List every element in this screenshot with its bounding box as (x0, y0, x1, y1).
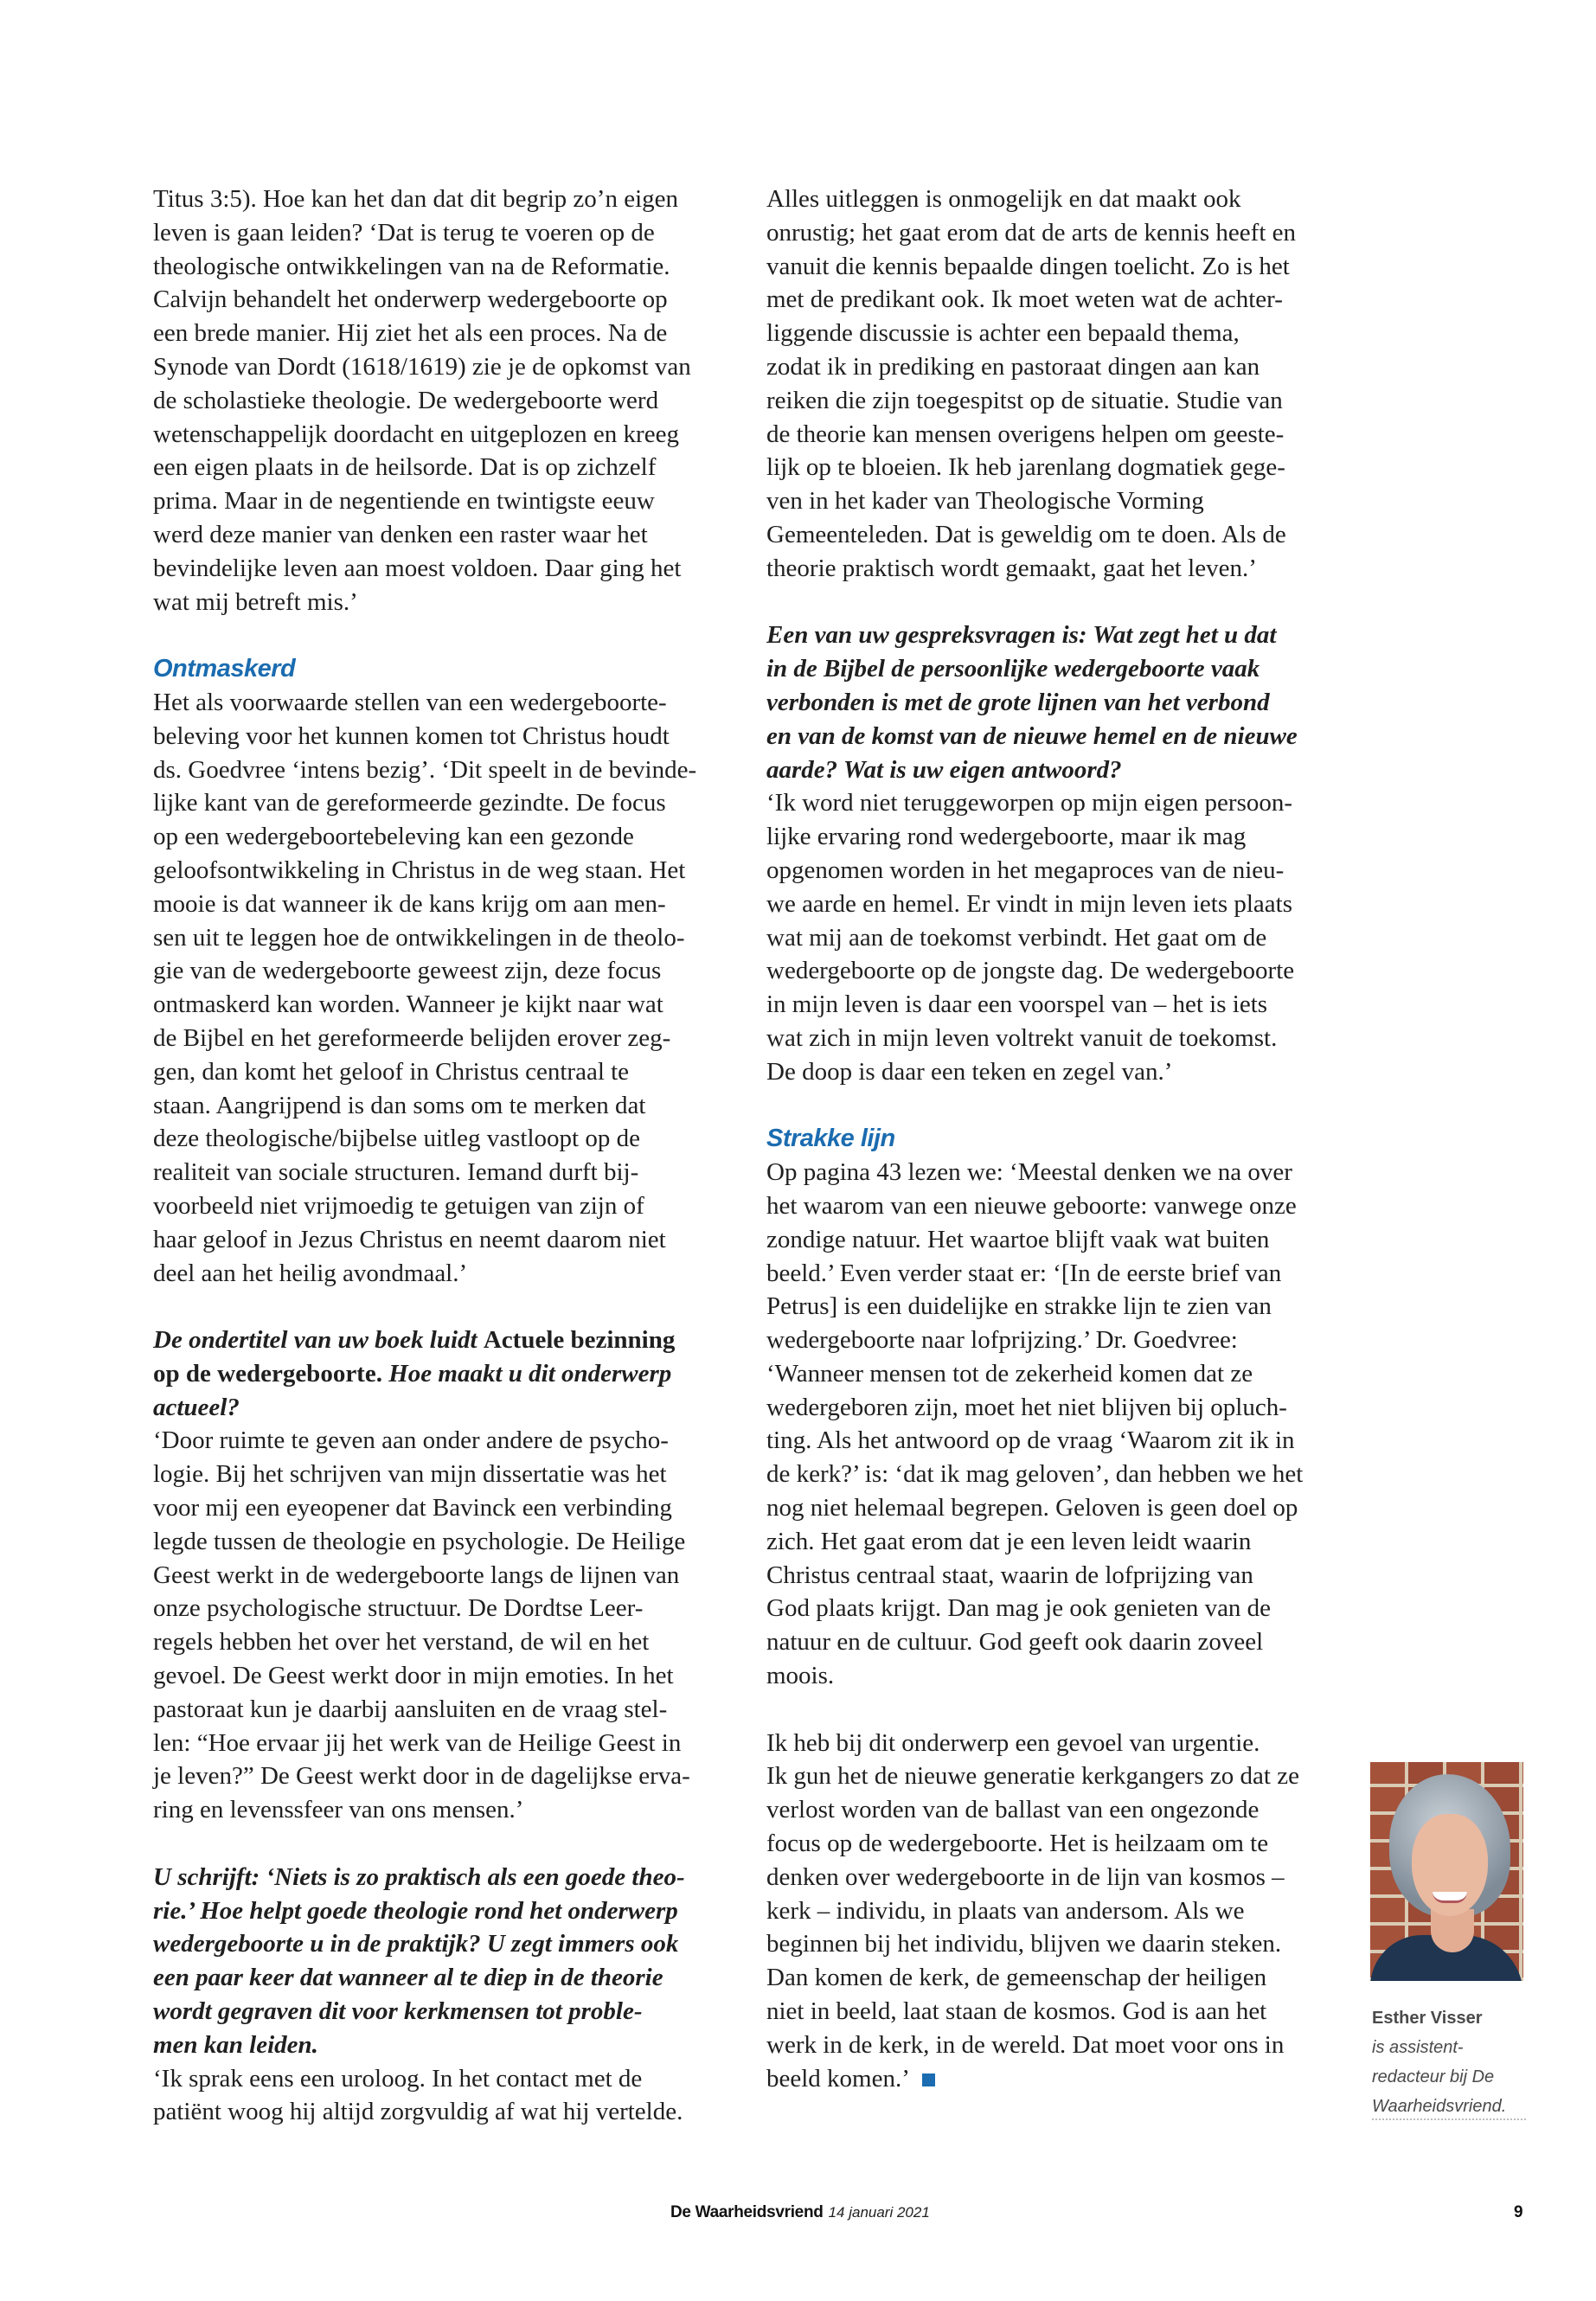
line-text: zondige natuur. Het waartoe blijft vaak wat buiten (766, 1225, 1270, 1253)
body-text-line (153, 1592, 724, 1625)
author-role-line: is assistent- (1372, 2038, 1464, 2057)
body-text-line (153, 888, 724, 921)
body-text-line (766, 1055, 1346, 1089)
paragraph-gap (153, 619, 724, 652)
line-text: legde tussen de theologie en psychologie. De Heilige (153, 1527, 686, 1555)
footer-publication (670, 2203, 930, 2222)
line-text: wat mij betreft mis.’ (153, 587, 358, 616)
author-caption (1372, 2003, 1528, 2121)
line-text: Ontmaskerd (153, 655, 296, 683)
author-photo (1370, 1762, 1523, 1981)
body-text-line (766, 1257, 1346, 1291)
body-text-line (153, 753, 724, 787)
body-text-line (766, 1189, 1346, 1223)
line-text: moois. (766, 1662, 835, 1690)
line-text: verlost worden van de ballast van een ongezonde (766, 1796, 1259, 1824)
line-text: beeld komen.’ (766, 2064, 910, 2093)
line-text: zich. Het gaat erom dat je een leven leidt waarin (766, 1527, 1252, 1555)
paragraph-gap (766, 1693, 1346, 1727)
question-line (153, 1357, 724, 1391)
line-text: denken over wedergeboorte in de lijn van kosmos – (766, 1862, 1285, 1891)
body-text-line (766, 1458, 1346, 1491)
body-text-line (153, 216, 724, 250)
body-text-line (153, 183, 724, 216)
author-role-line: redacteur bij De (1372, 2067, 1495, 2086)
line-text: gie van de wedergeboorte geweest zijn, deze focus (153, 957, 662, 985)
line-text: Petrus] is een duidelijke en strakke lijn te zien van (766, 1292, 1272, 1321)
line-text: wat zich in mijn leven voltrekt vanuit de toekomst. (766, 1023, 1278, 1052)
line-text: de kerk?’ is: ‘dat ik mag geloven’, dan hebben we het (766, 1460, 1304, 1489)
line-text: Gemeenteleden. Dat is geweldig om te doen. Als de (766, 520, 1286, 548)
body-text-line (766, 786, 1346, 820)
line-text: prima. Maar in de negentiende en twintigste eeuw (153, 487, 655, 516)
body-text-line (766, 484, 1346, 518)
body-text-line (766, 1357, 1346, 1391)
line-text: ven in het kader van Theologische Vorming (766, 487, 1204, 516)
line-text: Christus centraal staat, waarin de lofprijzing van (766, 1561, 1253, 1589)
question-line (153, 1961, 724, 1995)
line-text: realiteit van sociale structuren. Iemand durft bij- (153, 1158, 639, 1187)
caption-divider (1372, 2118, 1526, 2120)
line-text: werk in de kerk, in de wereld. Dat moet voor ons in (766, 2030, 1285, 2059)
question-line (153, 1927, 724, 1961)
body-text-line (766, 451, 1346, 484)
body-text-line (766, 1156, 1346, 1189)
body-text-line (153, 954, 724, 988)
body-text-line (766, 1927, 1346, 1961)
body-text-line (766, 1827, 1346, 1861)
line-text: we aarde en hemel. Er vindt in mijn leven iets plaats (766, 889, 1292, 918)
line-text: geloofsontwikkeling in Christus in de weg staan. Het (153, 856, 686, 884)
author-role-line: Waarheidsvriend. (1372, 2097, 1507, 2116)
body-text-line (766, 954, 1346, 988)
body-text-line (766, 921, 1346, 955)
page-number: 9 (1514, 2203, 1523, 2221)
line-text: regels hebben het over het verstand, de wil en het (153, 1628, 650, 1657)
line-text: een eigen plaats in de heilsorde. Dat is op zichzelf (153, 453, 657, 482)
line-text: beeld.’ Even verder staat er: ‘[In de eerste brief van (766, 1259, 1282, 1287)
line-text: reiken die zijn toegespitst op de situatie. Studie van (766, 386, 1283, 414)
body-text-line (766, 1727, 1346, 1760)
question-text: Hoe maakt u dit onderwerp (381, 1359, 672, 1388)
body-text-line (153, 686, 724, 720)
author-name: Esther Visser (1372, 2009, 1483, 2028)
line-text: sen uit te leggen hoe de ontwikkelingen in de theolo- (153, 923, 685, 952)
body-text-line (766, 2062, 1346, 2096)
line-text: je leven?” De Geest werkt door in de dagelijkse erva- (153, 1762, 690, 1791)
body-text-line (766, 250, 1346, 284)
body-text-line (153, 1122, 724, 1156)
line-text: theorie praktisch wordt gemaakt, gaat het leven.’ (766, 554, 1257, 582)
body-text-line (766, 1424, 1346, 1458)
line-text: ontmaskerd kan worden. Wanneer je kijkt naar wat (153, 990, 663, 1019)
body-text-line (766, 418, 1346, 452)
body-text-line (153, 1458, 724, 1491)
book-title-text: Actuele bezinning (483, 1326, 676, 1355)
body-text-line (153, 1491, 724, 1525)
line-text: werd deze manier van denken een raster waar het (153, 520, 648, 548)
body-text-line (766, 1559, 1346, 1593)
line-text: beginnen bij het individu, blijven we daarin steken. (766, 1930, 1282, 1958)
line-text: pastoraat kun je daarbij aansluiten en de vraag stel- (153, 1695, 668, 1723)
body-text-line (153, 2062, 724, 2096)
line-text: lijke kant van de gereformeerde gezindte. De focus (153, 789, 666, 817)
line-text: wedergeboorte op de jongste dag. De wedergeboorte (766, 957, 1295, 985)
line-text: Calvijn behandelt het onderwerp wedergeboorte op (153, 285, 668, 314)
question-line (766, 753, 1346, 787)
line-text: Geest werkt in de wedergeboorte langs de lijnen van (153, 1561, 680, 1589)
body-text-line (153, 384, 724, 418)
line-text: gen, dan komt het geloof in Christus centraal te (153, 1057, 630, 1086)
line-text: Ik heb bij dit onderwerp een gevoel van urgentie. (766, 1728, 1260, 1757)
end-of-article-square-icon (922, 2073, 935, 2086)
line-text: len: “Hoe ervaar jij het werk van de Heilige Geest in (153, 1728, 682, 1757)
body-text-line (153, 820, 724, 854)
body-text-line (153, 1625, 724, 1659)
line-text: logie. Bij het schrijven van mijn dissertatie was het (153, 1460, 667, 1489)
line-text: Synode van Dordt (1618/1619) zie je de opkomst van (153, 352, 691, 381)
line-text: voorbeeld niet vrijmoedig te getuigen van zijn of (153, 1191, 644, 1220)
body-text-line (153, 1525, 724, 1559)
body-text-line (766, 216, 1346, 250)
publication-title: De Waarheidsvriend (670, 2203, 824, 2221)
line-text: wedergeboren zijn, moet het niet blijven bij opluch- (766, 1393, 1287, 1421)
body-text-line (766, 1759, 1346, 1793)
line-text: leven is gaan leiden? ‘Dat is terug te voeren op de (153, 218, 655, 247)
body-text-line (766, 1961, 1346, 1995)
body-text-line (153, 283, 724, 317)
body-text-line (153, 1055, 724, 1089)
line-text: wedergeboorte u in de praktijk? U zegt immers ook (153, 1930, 679, 1958)
body-text-line (766, 350, 1346, 384)
question-line (153, 1861, 724, 1894)
line-text: liggende discussie is achter een bepaald thema, (766, 319, 1240, 348)
line-text: met de predikant ook. Ik moet weten wat de achter- (766, 285, 1283, 314)
body-text-line (153, 1793, 724, 1827)
line-text: deze theologische/bijbelse uitleg vastloopt op de (153, 1125, 640, 1153)
body-text-line (153, 451, 724, 484)
question-line (153, 1391, 724, 1425)
line-text: Het als voorwaarde stellen van een wedergeboorte- (153, 688, 667, 716)
line-text: Een van uw gespreksvragen is: Wat zegt het u dat (766, 621, 1277, 650)
body-text-line (766, 183, 1346, 216)
body-text-line (153, 418, 724, 452)
left-text-column (153, 183, 724, 2129)
line-text: wat mij aan de toekomst verbindt. Het gaat om de (766, 923, 1267, 952)
right-text-column (766, 183, 1346, 2095)
line-text: verbonden is met de grote lijnen van het verbond (766, 688, 1270, 716)
body-text-line (766, 552, 1346, 586)
body-text-line (153, 854, 724, 888)
body-text-line (766, 317, 1346, 350)
line-text: gevoel. De Geest werkt door in mijn emoties. In het (153, 1662, 674, 1690)
line-text: op een wedergeboortebeleving kan een gezonde (153, 823, 634, 851)
line-text: rie.’ Hoe helpt goede theologie rond het onderwerp (153, 1896, 678, 1925)
line-text: haar geloof in Jezus Christus en neemt daarom niet (153, 1225, 666, 1253)
body-text-line (153, 1759, 724, 1793)
body-text-line (766, 1861, 1346, 1894)
body-text-line (766, 888, 1346, 921)
body-text-line (153, 921, 724, 955)
body-text-line (153, 1559, 724, 1593)
line-text: focus op de wedergeboorte. Het is heilzaam om te (766, 1830, 1269, 1858)
line-text: voor mij een eyeopener dat Bavinck een verbinding (153, 1494, 672, 1522)
body-text-line (153, 1424, 724, 1458)
body-text-line (766, 1894, 1346, 1928)
body-text-line (766, 988, 1346, 1022)
line-text: Op pagina 43 lezen we: ‘Meestal denken we na over (766, 1158, 1292, 1187)
question-line (153, 2029, 724, 2062)
line-text: Strakke lijn (766, 1125, 895, 1153)
line-text: mooie is dat wanneer ik de kans krijg om aan men- (153, 889, 666, 918)
body-text-line (766, 1290, 1346, 1324)
question-line (153, 1894, 724, 1928)
paragraph-gap (153, 1290, 724, 1324)
line-text: ‘Ik sprak eens een uroloog. In het contact met de (153, 2064, 643, 2093)
line-text: ting. Als het antwoord op de vraag ‘Waarom zit ik in (766, 1426, 1295, 1455)
paragraph-gap (766, 1089, 1346, 1123)
body-text-line (153, 317, 724, 350)
question-line (766, 720, 1346, 753)
body-text-line (153, 250, 724, 284)
body-text-line (766, 1625, 1346, 1659)
body-text-line (766, 2029, 1346, 2062)
line-text: beleving voor het kunnen komen tot Christus houdt (153, 721, 670, 750)
line-text: theologische ontwikkelingen van na de Reformatie. (153, 252, 670, 280)
body-text-line (766, 518, 1346, 552)
line-text: De doop is daar een teken en zegel van.’ (766, 1057, 1173, 1086)
body-text-line (153, 2095, 724, 2129)
line-text: onze psychologische structuur. De Dordtse Leer- (153, 1594, 644, 1623)
body-text-line (766, 820, 1346, 854)
line-text: patiënt woog hij altijd zorgvuldig af wat hij vertelde. (153, 2098, 683, 2126)
body-text-line (766, 1324, 1346, 1357)
line-text: ds. Goedvree ‘intens bezig’. ‘Dit speelt in de bevinde- (153, 755, 697, 784)
line-text: U schrijft: ‘Niets is zo praktisch als een goede theo- (153, 1862, 685, 1891)
body-text-line (153, 988, 724, 1022)
publication-date: 14 januari 2021 (828, 2204, 930, 2221)
paragraph-gap (153, 1827, 724, 1861)
line-text: en van de komst van de nieuwe hemel en de nieuwe (766, 721, 1298, 750)
body-text-line (153, 350, 724, 384)
question-line (766, 619, 1346, 652)
line-text: in de Bijbel de persoonlijke wedergeboorte vaak (766, 655, 1260, 683)
body-text-line (766, 1525, 1346, 1559)
question-line (153, 1995, 724, 2029)
body-text-line (153, 518, 724, 552)
body-text-line (153, 1156, 724, 1189)
line-text: God plaats krijgt. Dan mag je ook genieten van de (766, 1594, 1272, 1623)
body-text-line (153, 1257, 724, 1291)
line-text: Titus 3:5). Hoe kan het dan dat dit begrip zo’n eigen (153, 185, 679, 213)
line-text: staan. Aangrijpend is dan soms om te merken dat (153, 1091, 646, 1119)
body-text-line (766, 283, 1346, 317)
body-text-line (766, 1659, 1346, 1693)
body-text-line (153, 1727, 724, 1760)
line-text: ‘Ik word niet teruggeworpen op mijn eigen persoon- (766, 789, 1293, 817)
line-text: de scholastieke theologie. De wedergeboorte werd (153, 386, 659, 414)
body-text-line (766, 1391, 1346, 1425)
body-text-line (766, 1793, 1346, 1827)
question-line (153, 1324, 724, 1357)
body-text-line (766, 1592, 1346, 1625)
line-text: natuur en de cultuur. God geeft ook daarin zoveel (766, 1628, 1264, 1657)
line-text: de theorie kan mensen overigens helpen om geeste- (766, 420, 1285, 448)
section-heading (766, 1122, 1346, 1156)
line-text: een brede manier. Hij ziet het als een proces. Na de (153, 319, 668, 348)
line-text: ‘Door ruimte te geven aan onder andere de psycho- (153, 1426, 669, 1455)
body-text-line (153, 1189, 724, 1223)
line-text: zodat ik in prediking en pastoraat dingen aan kan (766, 352, 1260, 381)
line-text: het waarom van een nieuwe geboorte: vanwege onze (766, 1191, 1297, 1220)
body-text-line (766, 1223, 1346, 1257)
body-text-line (153, 720, 724, 753)
line-text: Dan komen de kerk, de gemeenschap der heiligen (766, 1964, 1267, 1992)
line-text: onrustig; het gaat erom dat de arts de kennis heeft en (766, 218, 1297, 247)
line-text: bevindelijke leven aan moest voldoen. Daar ging het (153, 554, 682, 582)
line-text: wordt gegraven dit voor kerkmensen tot proble- (153, 1997, 643, 2026)
body-text-line (766, 1995, 1346, 2029)
line-text: lijke ervaring rond wedergeboorte, maar ik mag (766, 823, 1247, 851)
line-text: deel aan het heilig avondmaal.’ (153, 1259, 468, 1287)
line-text: aarde? Wat is uw eigen antwoord? (766, 755, 1122, 784)
body-text-line (153, 1693, 724, 1727)
line-text: vanuit die kennis bepaalde dingen toelicht. Zo is het (766, 252, 1290, 280)
paragraph-gap (766, 586, 1346, 619)
line-text: lijk op te bloeien. Ik heb jarenlang dogmatiek gege- (766, 453, 1285, 482)
section-heading (153, 652, 724, 686)
line-text: ring en levenssfeer van ons mensen.’ (153, 1796, 524, 1824)
line-text: Alles uitleggen is onmogelijk en dat maakt ook (766, 185, 1241, 213)
line-text: in mijn leven is daar een voorspel van – het is iets (766, 990, 1268, 1019)
line-text: nog niet helemaal begrepen. Geloven is geen doel op (766, 1494, 1298, 1522)
line-text: de Bijbel en het gereformeerde belijden erover zeg- (153, 1023, 671, 1052)
body-text-line (766, 384, 1346, 418)
line-text: actueel? (153, 1393, 240, 1421)
question-line (766, 686, 1346, 720)
question-line (766, 652, 1346, 686)
body-text-line (153, 786, 724, 820)
body-text-line (153, 1022, 724, 1055)
line-text: wetenschappelijk doordacht en uitgeplozen en kreeg (153, 420, 679, 448)
body-text-line (153, 1223, 724, 1257)
line-text: wedergeboorte naar lofprijzing.’ Dr. Goedvree: (766, 1326, 1238, 1355)
line-text: ‘Wanneer mensen tot de zekerheid komen dat ze (766, 1359, 1253, 1388)
body-text-line (766, 1022, 1346, 1055)
body-text-line (766, 1491, 1346, 1525)
line-text: niet in beeld, laat staan de kosmos. God is aan het (766, 1997, 1267, 2026)
body-text-line (766, 854, 1346, 888)
body-text-line (153, 586, 724, 619)
book-title-text: op de wedergeboorte. (153, 1359, 382, 1388)
line-text: een paar keer dat wanneer al te diep in de theorie (153, 1964, 663, 1992)
body-text-line (153, 552, 724, 586)
line-text: kerk – individu, in plaats van andersom. Als we (766, 1896, 1245, 1925)
body-text-line (153, 484, 724, 518)
line-text: opgenomen worden in het megaproces van de nieu- (766, 856, 1285, 884)
body-text-line (153, 1659, 724, 1693)
body-text-line (153, 1089, 724, 1123)
question-text: De ondertitel van uw boek luidt (153, 1326, 484, 1355)
line-text: men kan leiden. (153, 2030, 318, 2059)
line-text: Ik gun het de nieuwe generatie kerkgangers zo dat ze (766, 1762, 1299, 1791)
